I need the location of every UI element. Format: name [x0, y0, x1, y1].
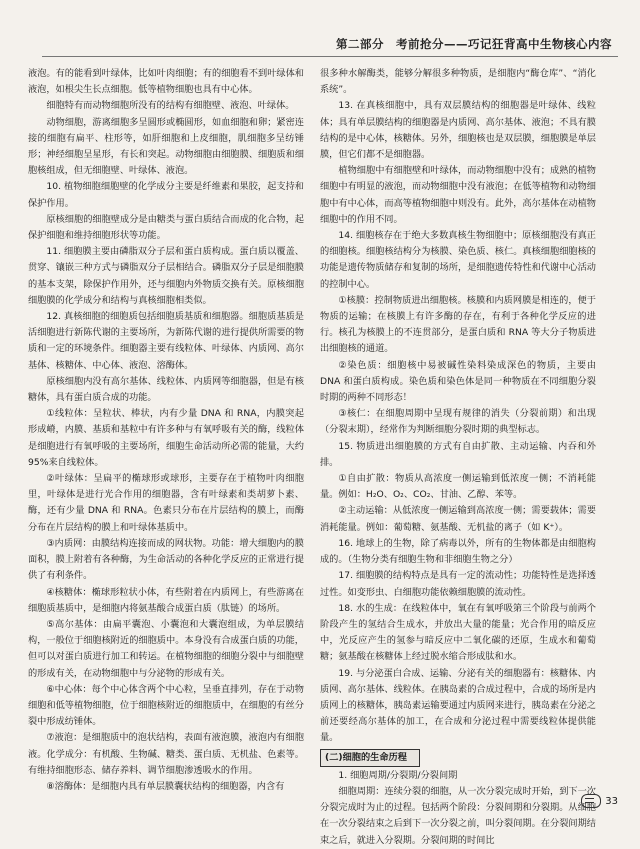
paragraph: 18. 水的生成：在线粒体中，氧在有氧呼吸第三个阶段与前两个阶段产生的氢结合生成水，并放出大量的能量；光合作用的暗反应中，光反应产生的氢参与暗反应中二氧化碳的还原，生成水和葡萄糖；氨基酸在核糖体上经过脱水缩合形成肽和水。 — [320, 602, 596, 663]
paragraph: 14. 细胞核存在于绝大多数真核生物细胞中；原核细胞没有真正的细胞核。细胞核结构分为核膜、染色质、核仁。真核细胞细胞核的功能是遗传物质储存和复制的场所，是细胞遗传特性和代谢中心活动的控制中心。 — [320, 230, 596, 290]
paragraph: 17. 细胞膜的结构特点是具有一定的流动性；功能特性是选择透过性。如变形虫、白细胞功能依赖细胞膜的流动性。 — [320, 570, 596, 598]
left-column — [28, 66, 304, 795]
header-rule — [42, 56, 618, 57]
right-column — [320, 66, 596, 849]
paragraph: ①线粒体：呈粒状、棒状，内有少量 DNA 和 RNA，内膜突起形成嵴，内膜、基质和基粒中有许多种与有氧呼吸有关的酶，线粒体是细胞进行有氧呼吸的主要场所，细胞生命活动所必需的能量，大约 95%来自线粒体。 — [28, 408, 304, 468]
page-badge-icon — [581, 794, 601, 808]
header-title: 第二部分 考前抢分——巧记狂背高中生物核心内容 — [336, 37, 612, 51]
paragraph: ⑤高尔基体：由扁平囊泡、小囊泡和大囊泡组成，为单层膜结构，一般位于细胞核附近的细胞质中。本身没有合成蛋白质的功能，但可以对蛋白质进行加工和转运。在植物细胞的细胞分裂中与细胞壁的形成有关，在动物细胞中与分泌物的形成有关。 — [28, 618, 304, 679]
paragraph: 原核细胞的细胞壁成分是由糖类与蛋白质结合而成的化合物，起保护细胞和维持细胞形状等功能。 — [28, 213, 304, 242]
page-number: 33 — [605, 795, 618, 807]
paragraph: ④核糖体：椭球形粒状小体，有些附着在内质网上，有些游离在细胞质基质中，是细胞内将氨基酸合成蛋白质（肽链）的场所。 — [28, 586, 304, 614]
paragraph: ①核膜：控制物质进出细胞核。核膜和内质网膜是相连的，便于物质的运输；在核膜上有许多酶的存在，有利于各种化学反应的进行。核孔为核膜上的不连贯部分，是蛋白质和 RNA 等大分子物质进出细胞核的通道。 — [320, 294, 596, 355]
paragraph: ②叶绿体：呈扁平的椭球形或球形，主要存在于植物叶肉细胞里，叶绿体是进行光合作用的细胞器，含有叶绿素和类胡萝卜素、酶，还有少量 DNA 和 RNA。色素只分布在片层结构的膜上，而酶分布在片层结构的膜上和叶绿体基质中。 — [28, 473, 304, 533]
paragraph: ⑦液泡：是细胞质中的泡状结构，表面有液泡膜，液泡内有细胞液。化学成分：有机酸、生物碱、糖类、蛋白质、无机盐、色素等。有维持细胞形态、储存养料、调节细胞渗透吸水的作用。 — [28, 732, 304, 776]
paragraph: 液泡。有的能看到叶绿体，比如叶肉细胞；有的细胞看不到叶绿体和液泡，如根尖生长点细胞。低等植物细胞也具有中心体。 — [28, 68, 304, 96]
paragraph: 细胞周期：连续分裂的细胞，从一次分裂完成时开始，到下一次分裂完成时为止的过程。包括两个阶段：分裂间期和分裂期。从细胞在一次分裂结束之后到下一次分裂之前，叫分裂间期。在分裂间期结束之后，就进入分裂期。分裂间期的时间比 — [320, 785, 596, 846]
paragraph: ①自由扩散：物质从高浓度一侧运输到低浓度一侧；不消耗能量。例如：H₂O、O₂、CO₂、甘油、乙醇、苯等。 — [320, 473, 596, 501]
page-footer — [581, 794, 618, 808]
paragraph: 动物细胞，游离细胞多呈圆形或椭圆形，如血细胞和卵；紧密连接的细胞有扁平、柱形等，如肝细胞和上皮细胞，肌细胞多呈纺锤形；神经细胞呈星形，有长和突起。动物细胞由细胞膜、细胞质和细胞核组成，但无细胞壁、叶绿体、液泡。 — [28, 116, 304, 177]
paragraph: 11. 细胞膜主要由磷脂双分子层和蛋白质构成。蛋白质以覆盖、贯穿、镶嵌三种方式与磷脂双分子层相结合。磷脂双分子层是细胞膜的基本支架，除保护作用外，还与细胞内外物质交换有关。原核细胞细胞膜的化学成分和结构与真核细胞相类似。 — [28, 246, 304, 306]
paragraph: 19. 与分泌蛋白合成、运输、分泌有关的细胞器有：核糖体、内质网、高尔基体、线粒体。在胰岛素的合成过程中，合成的场所是内质网上的核糖体，胰岛素运输要通过内质网来进行，胰岛素在分泌之前还要经高尔基体的加工，在合成和分泌过程中需要线粒体提供能量。 — [320, 667, 596, 744]
paragraph: 10. 植物细胞细胞壁的化学成分主要是纤维素和果胶，起支持和保护作用。 — [28, 181, 304, 209]
paragraph: 16. 地球上的生物，除了病毒以外，所有的生物体都是由细胞构成的。（生物分类有细胞生物和非细胞生物之分） — [320, 537, 596, 566]
paragraph: 细胞特有而动物细胞所没有的结构有细胞壁、液泡、叶绿体。 — [46, 100, 295, 112]
paragraph: ⑧溶酶体：是细胞内具有单层膜囊状结构的细胞器，内含有 — [46, 780, 285, 792]
paragraph: ③核仁：在细胞周期中呈现有规律的消失（分裂前期）和出现（分裂末期），经常作为判断细胞分裂时期的典型标志。 — [320, 408, 596, 436]
paragraph: ⑥中心体：每个中心体含两个中心粒，呈垂直排列，存在于动物细胞和低等植物细胞，位于细胞核附近的细胞质中，在细胞的有丝分裂中形成纺锤体。 — [28, 683, 304, 728]
paragraph: 13. 在真核细胞中，具有双层膜结构的细胞器是叶绿体、线粒体；具有单层膜结构的细胞器是内质网、高尔基体、液泡；不具有膜结构的是中心体，核糖体。另外，细胞核也是双层膜，细胞膜是单层膜，但它们都不是细胞器。 — [320, 100, 596, 161]
paragraph: 植物细胞中有细胞壁和叶绿体，而动物细胞中没有；成熟的植物细胞中有明显的液泡，而动物细胞中没有液泡；在低等植物和动物细胞中有中心体，而高等植物细胞中则没有。此外，高尔基体在动植物细胞中的作用不同。 — [320, 165, 596, 225]
paragraph: ③内质网：由膜结构连接而成的网状物。功能：增大细胞内的膜面积，膜上附着有各种酶，为生命活动的各种化学反应的正常进行提供了有利条件。 — [28, 537, 304, 582]
section-heading: (二)细胞的生命历程 — [320, 749, 420, 767]
page-header — [0, 0, 640, 62]
paragraph: 12. 真核细胞的细胞质包括细胞质基质和细胞器。细胞质基质是活细胞进行新陈代谢的主要场所，为新陈代谢的进行提供所需要的物质和一定的环境条件。细胞器主要有线粒体、叶绿体、内质网、高尔基体、核糖体、中心体、液泡、溶酶体。 — [28, 311, 304, 371]
paragraph: 原核细胞内没有高尔基体、线粒体、内质网等细胞器，但是有核糖体，具有蛋白质合成的功能。 — [28, 375, 304, 404]
paragraph: 15. 物质进出细胞膜的方式有自由扩散、主动运输、内吞和外排。 — [320, 440, 596, 468]
paragraph: ②主动运输：从低浓度一侧运输到高浓度一侧；需要载体；需要消耗能量。例如：葡萄糖、氨基酸、无机盐的离子（如 K⁺）。 — [320, 505, 596, 533]
paragraph: 很多种水解酶类，能够分解很多种物质，是细胞内“酶仓库”、“消化系统”。 — [320, 68, 596, 96]
paragraph: ②染色质：细胞核中易被碱性染料染成深色的物质，主要由 DNA 和蛋白质构成。染色质和染色体是同一种物质在不同细胞分裂时期的两种不同形态！ — [320, 359, 596, 404]
subsection-heading: 1. 细胞周期/分裂期/分裂间期 — [338, 769, 458, 781]
